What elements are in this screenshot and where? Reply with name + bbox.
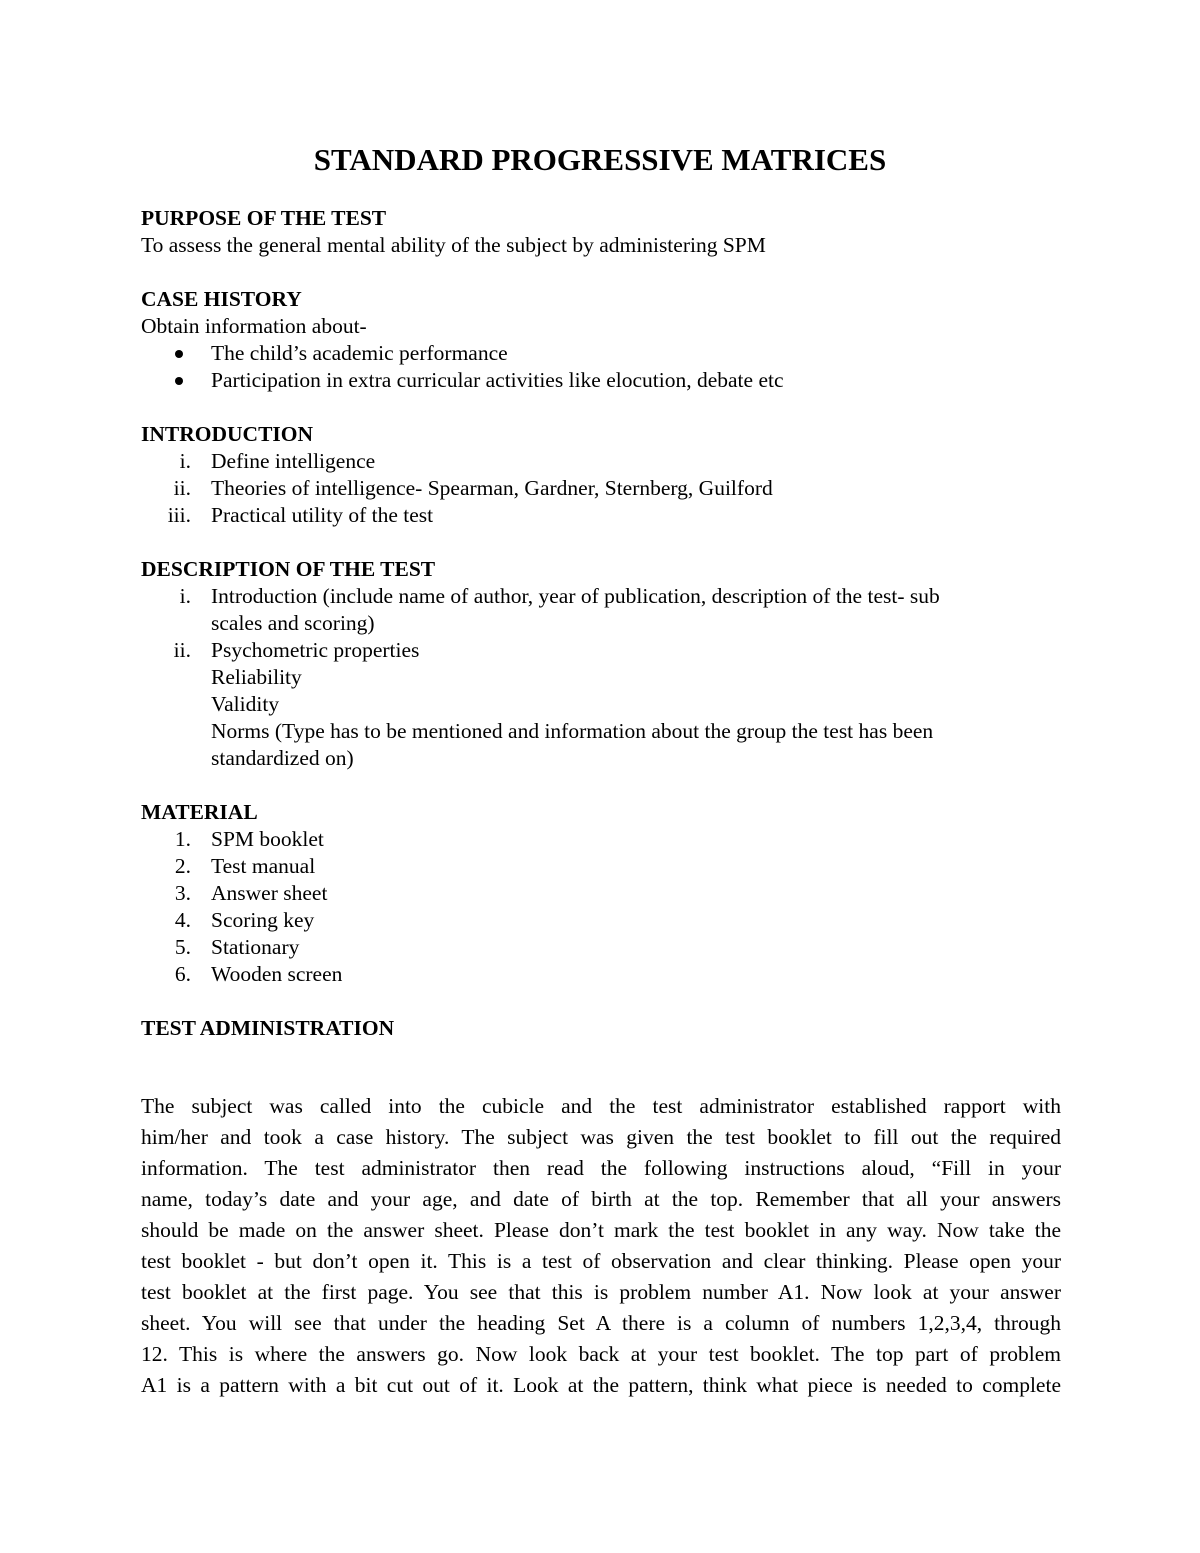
material-list — [141, 826, 1061, 988]
list-item: The child’s academic performance — [141, 340, 1061, 367]
paragraph-line: information. The test administrator then read the following instructions aloud, “Fill in your — [141, 1156, 1061, 1180]
list-item: 6. Wooden screen — [174, 962, 343, 986]
purpose-heading: PURPOSE OF THE TEST — [141, 206, 387, 230]
paragraph-line: 12. This is where the answers go. Now look back at your test booklet. The top part of problem — [141, 1342, 1061, 1366]
list-item: 3. Answer sheet — [174, 881, 328, 905]
administration-heading: TEST ADMINISTRATION — [141, 1016, 395, 1040]
list-item: ii. Theories of intelligence- Spearman, Gardner, Sternberg, Guilford — [173, 476, 773, 500]
administration-paragraph — [141, 1091, 1061, 1401]
paragraph-line: him/her and took a case history. The subject was given the test booklet to fill out the required — [141, 1125, 1061, 1149]
paragraph-line: sheet. You will see that under the heading Set A there is a column of numbers 1,2,3,4, through — [141, 1311, 1061, 1335]
material-heading: MATERIAL — [141, 800, 258, 824]
description-heading: DESCRIPTION OF THE TEST — [141, 557, 436, 581]
case-history-heading: CASE HISTORY — [141, 287, 302, 311]
page-title: STANDARD PROGRESSIVE MATRICES — [313, 142, 887, 177]
list-item: i. Define intelligence — [179, 449, 376, 473]
paragraph-line: test booklet at the first page. You see that this is problem number A1. Now look at your answer — [141, 1280, 1061, 1304]
list-item: ii. Psychometric properties Reliability Validity Norms (Type has to be mentioned and information about the group the test has been standardized on) — [173, 638, 934, 770]
case-history-section — [141, 286, 1061, 394]
list-item: iii. Practical utility of the test — [167, 503, 434, 527]
list-item: 1. SPM booklet — [174, 827, 324, 851]
paragraph-line: name, today’s date and your age, and date of birth at the top. Remember that all your answers — [141, 1187, 1061, 1211]
list-item: 5. Stationary — [174, 935, 300, 959]
purpose-text: To assess the general mental ability of the subject by administering SPM — [141, 233, 766, 257]
description-list — [141, 583, 1061, 772]
list-item: i. Introduction (include name of author, year of publication, description of the test- sub scales and scoring) — [179, 584, 940, 635]
case-history-list — [141, 340, 1061, 394]
list-item: Participation in extra curricular activities like elocution, debate etc — [141, 367, 1061, 394]
bullet-icon — [175, 350, 183, 358]
paragraph-line: A1 is a pattern with a bit cut out of it. Look at the pattern, think what piece is needed to complete — [141, 1373, 1061, 1397]
purpose-section — [141, 205, 1061, 259]
introduction-section — [141, 421, 1061, 529]
case-history-intro: Obtain information about- — [141, 314, 367, 338]
paragraph-line: test booklet - but don’t open it. This is a test of observation and clear thinking. Please open your — [141, 1249, 1061, 1273]
paragraph-line: The subject was called into the cubicle and the test administrator established rapport with — [141, 1094, 1061, 1118]
paragraph-line: should be made on the answer sheet. Please don’t mark the test booklet in any way. Now take the — [141, 1218, 1061, 1242]
bullet-icon — [175, 377, 183, 385]
document-body — [141, 205, 1061, 1401]
introduction-list — [141, 448, 1061, 529]
list-item: 4. Scoring key — [174, 908, 315, 932]
introduction-heading: INTRODUCTION — [141, 422, 314, 446]
material-section — [141, 799, 1061, 988]
administration-section — [141, 1015, 1061, 1401]
list-item: 2. Test manual — [174, 854, 316, 878]
description-section — [141, 556, 1061, 772]
